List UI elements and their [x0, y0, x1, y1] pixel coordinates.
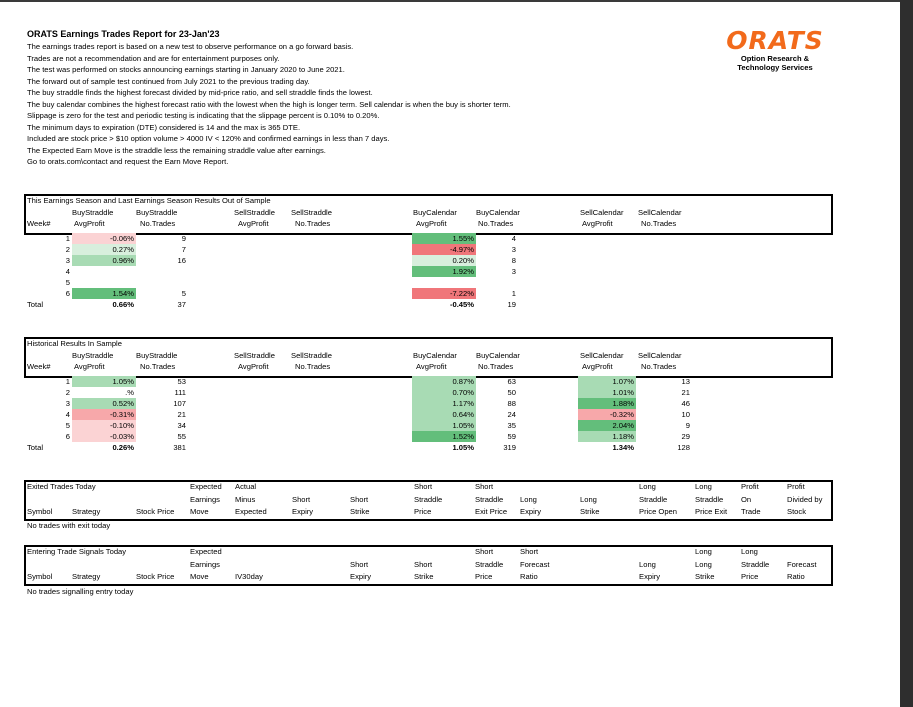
s2-sell-straddle-avg-header: AvgProfit	[238, 362, 269, 371]
exited-column-header: Stock	[787, 507, 806, 516]
buy-straddle-trades: 9	[181, 234, 186, 243]
entering-column-header: Straddle	[741, 559, 770, 569]
total-buy-calendar-avg: -0.45%	[449, 300, 474, 309]
s2-buy-calendar-header2: BuyCalendar	[476, 351, 520, 360]
buy-straddle-avg-profit: -0.06%	[72, 233, 136, 244]
buy-calendar-avg-profit: -7.22%	[412, 288, 476, 299]
entering-column-header: Strike	[695, 572, 715, 581]
buy-straddle-avg-profit: .%	[125, 388, 134, 397]
buy-calendar-trades: 3	[511, 267, 516, 276]
buy-straddle-avg-profit: -0.31%	[72, 409, 136, 420]
entering-empty-message: No trades signalling entry today	[27, 587, 134, 596]
intro-line: The forward out of sample test continued from July 2021 to the previous trading day.	[27, 76, 310, 86]
exited-column-header: Divided by	[787, 494, 823, 504]
buy-calendar-avg-profit: -4.97%	[412, 244, 476, 255]
exited-column-header: Move	[190, 507, 209, 516]
exited-column-header: Minus	[235, 494, 256, 504]
report-intro	[27, 41, 511, 168]
s1-buy-calendar-n-header: No.Trades	[478, 219, 514, 228]
s2-sell-calendar-header: SellCalendar	[580, 351, 624, 360]
total-label: Total	[27, 300, 44, 309]
s1-week-header: Week#	[27, 219, 51, 228]
total-buy-calendar-avg: 1.05%	[452, 443, 474, 452]
entering-column-header: Price	[741, 572, 759, 581]
section2-title: Historical Results In Sample	[27, 339, 122, 348]
sell-calendar-avg-profit: 1.18%	[578, 431, 636, 442]
s2-buy-calendar-avg-header: AvgProfit	[416, 362, 447, 371]
buy-calendar-trades: 63	[507, 377, 516, 386]
intro-line: The Expected Earn Move is the straddle less the remaining straddle value after earnings.	[27, 145, 326, 155]
buy-straddle-trades: 34	[177, 421, 186, 430]
s1-buy-calendar-header: BuyCalendar	[413, 208, 457, 217]
logo-line1: Option Research &	[740, 54, 810, 63]
buy-straddle-trades: 53	[177, 377, 186, 386]
section1-title: This Earnings Season and Last Earnings Season Results Out of Sample	[27, 196, 271, 205]
buy-straddle-trades: 55	[177, 432, 186, 441]
intro-line: Slippage is zero for the test and periodic testing is indicating that the slippage percent is 0.10% to 0.20%.	[27, 111, 380, 120]
buy-straddle-trades: 107	[173, 399, 186, 408]
entering-column-header: Symbol	[27, 572, 53, 581]
s1-buy-straddle-header2: BuyStraddle	[136, 208, 178, 217]
sell-calendar-trades: 21	[681, 388, 690, 397]
entering-column-header: Long	[695, 559, 712, 569]
total-buy-calendar-trades: 19	[507, 300, 516, 309]
exited-column-header: Short	[414, 482, 433, 491]
week-number: 2	[65, 245, 70, 254]
s2-buy-straddle-header2: BuyStraddle	[136, 351, 178, 360]
entering-column-header: Expiry	[639, 572, 661, 581]
entering-column-header: Short	[475, 547, 494, 556]
exited-column-header: Profit	[741, 482, 759, 491]
buy-calendar-avg-profit: 1.05%	[412, 420, 476, 431]
buy-calendar-avg-profit	[412, 277, 476, 288]
s1-sell-calendar-header2: SellCalendar	[638, 208, 682, 217]
s2-buy-calendar-n-header: No.Trades	[478, 362, 514, 371]
exited-column-header: Symbol	[27, 507, 53, 516]
entering-column-header: Short	[414, 559, 433, 569]
buy-calendar-trades	[476, 277, 518, 288]
orats-logo	[720, 28, 830, 72]
buy-calendar-trades: 88	[507, 399, 516, 408]
total-buy-straddle-trades: 37	[177, 300, 186, 309]
week-number: 4	[65, 410, 70, 419]
exited-column-header: Price Exit	[695, 507, 728, 516]
logo-mark: ORATS	[726, 26, 824, 55]
s2-buy-straddle-avg-header: AvgProfit	[74, 362, 105, 371]
exited-column-header: Expiry	[520, 507, 542, 516]
entering-title: Entering Trade Signals Today	[27, 547, 127, 556]
buy-calendar-trades: 35	[507, 421, 516, 430]
exited-column-header: Expiry	[292, 507, 314, 516]
week-number: 2	[65, 388, 70, 397]
intro-line: The minimum days to expiration (DTE) considered is 14 and the max is 365 DTE.	[27, 122, 301, 132]
week-number: 1	[65, 377, 70, 386]
entering-column-header: Strike	[414, 572, 434, 581]
exited-empty-message: No trades with exit today	[27, 521, 111, 530]
intro-line: Included are stock price > $10 option volume > 4000 IV < 120% and confirmed earnings in less than 7 days.	[27, 134, 390, 143]
s1-sell-straddle-n-header: No.Trades	[295, 219, 331, 228]
s1-buy-calendar-header2: BuyCalendar	[476, 208, 520, 217]
s1-sell-straddle-header2: SellStraddle	[291, 208, 332, 217]
exited-column-header: Short	[475, 482, 494, 491]
intro-line: The buy straddle finds the highest forecast divided by mid-price ratio, and sell straddle finds the lowest.	[27, 88, 373, 97]
sell-calendar-trades: 29	[681, 432, 690, 441]
s2-buy-straddle-n-header: No.Trades	[140, 362, 176, 371]
week-number: 4	[65, 267, 70, 276]
s1-buy-straddle-header: BuyStraddle	[72, 208, 114, 217]
s1-buy-straddle-n-header: No.Trades	[140, 219, 176, 228]
week-number: 5	[65, 421, 70, 430]
entering-column-header: Stock Price	[136, 572, 175, 581]
s1-sell-calendar-header: SellCalendar	[580, 208, 624, 217]
logo-line2: Technology Services	[737, 63, 813, 72]
s2-week-header: Week#	[27, 362, 51, 371]
exited-column-header: Straddle	[475, 494, 504, 504]
entering-column-header: Short	[350, 559, 369, 569]
week-number: 3	[65, 256, 70, 265]
intro-line: Go to orats.com\contact and request the Earn Move Report.	[27, 157, 229, 166]
intro-line: The buy calendar combines the highest forecast ratio with the lowest when the high is longer term. Sell calendar is when the buy is shorter term.	[27, 99, 511, 109]
s2-sell-straddle-n-header: No.Trades	[295, 362, 331, 371]
exited-column-header: Earnings	[190, 494, 220, 504]
buy-calendar-trades: 59	[507, 432, 516, 441]
sell-calendar-avg-profit: 1.01%	[578, 387, 636, 398]
entering-column-header: Forecast	[520, 559, 550, 569]
sell-calendar-avg-profit: 2.04%	[578, 420, 636, 431]
entering-column-header: Short	[520, 547, 539, 556]
exited-column-header: Actual	[235, 482, 257, 491]
exited-column-header: Short	[350, 494, 369, 504]
sell-calendar-trades: 10	[681, 410, 690, 419]
total-buy-calendar-trades: 319	[503, 443, 516, 452]
buy-straddle-avg-profit: 0.52%	[72, 398, 136, 409]
s1-sell-calendar-n-header: No.Trades	[641, 219, 677, 228]
buy-calendar-avg-profit: 1.52%	[412, 431, 476, 442]
s2-buy-straddle-header: BuyStraddle	[72, 351, 114, 360]
buy-calendar-avg-profit: 1.55%	[412, 233, 476, 244]
exited-column-header: Strike	[350, 507, 370, 516]
s2-sell-calendar-avg-header: AvgProfit	[582, 362, 613, 371]
s2-sell-straddle-header: SellStraddle	[234, 351, 275, 360]
entering-column-header: Long	[695, 547, 712, 556]
total-label: Total	[27, 443, 44, 452]
exited-column-header: Straddle	[695, 494, 724, 504]
buy-straddle-trades	[136, 277, 188, 288]
exited-title: Exited Trades Today	[27, 482, 96, 491]
buy-straddle-trades: 7	[181, 245, 186, 254]
exited-column-header: Strategy	[72, 507, 101, 516]
buy-straddle-avg-profit: 0.27%	[72, 244, 136, 255]
total-sell-calendar-avg: 1.34%	[612, 443, 634, 452]
entering-column-header: Move	[190, 572, 209, 581]
buy-calendar-trades: 8	[511, 256, 516, 265]
s1-buy-straddle-avg-header: AvgProfit	[74, 219, 105, 228]
buy-calendar-trades: 4	[511, 234, 516, 243]
buy-calendar-avg-profit: 0.87%	[412, 376, 476, 387]
buy-straddle-trades: 16	[177, 256, 186, 265]
entering-column-header: Price	[475, 572, 493, 581]
buy-straddle-avg-profit: -0.03%	[72, 431, 136, 442]
exited-column-header: Expected	[190, 482, 222, 491]
total-buy-straddle-avg: 0.26%	[112, 443, 134, 452]
exited-column-header: Long	[695, 482, 712, 491]
intro-line: Trades are not a recommendation and are for entertainment purposes only.	[27, 53, 280, 63]
buy-straddle-avg-profit: 0.96%	[72, 255, 136, 266]
s2-sell-calendar-header2: SellCalendar	[638, 351, 682, 360]
exited-column-header: Profit	[787, 482, 805, 491]
entering-column-header: Straddle	[475, 559, 504, 569]
buy-calendar-avg-profit: 0.64%	[412, 409, 476, 420]
s2-buy-calendar-header: BuyCalendar	[413, 351, 457, 360]
exited-column-header: Strike	[580, 507, 600, 516]
sell-calendar-avg-profit: -0.32%	[578, 409, 636, 420]
exited-column-header: Long	[639, 482, 656, 491]
entering-column-header: Long	[741, 547, 758, 556]
entering-column-header: Ratio	[520, 572, 538, 581]
buy-calendar-trades: 50	[507, 388, 516, 397]
exited-column-header: Trade	[741, 507, 761, 516]
buy-calendar-avg-profit: 0.70%	[412, 387, 476, 398]
sell-calendar-trades: 9	[685, 421, 690, 430]
buy-straddle-avg-profit	[72, 266, 136, 277]
buy-straddle-trades: 111	[174, 388, 186, 397]
exited-column-header: Straddle	[639, 494, 668, 504]
buy-calendar-avg-profit: 1.17%	[412, 398, 476, 409]
sell-calendar-avg-profit: 1.88%	[578, 398, 636, 409]
entering-column-header: Strategy	[72, 572, 101, 581]
exited-column-header: Long	[580, 494, 597, 504]
intro-line: The test was performed on stocks announcing earnings starting in January 2020 to June 2021.	[27, 65, 345, 74]
total-buy-straddle-trades: 381	[173, 443, 186, 452]
exited-column-header: Short	[292, 494, 311, 504]
sell-calendar-trades: 46	[681, 399, 690, 408]
buy-straddle-trades: 5	[181, 289, 186, 298]
sell-calendar-trades: 13	[681, 377, 690, 386]
s1-sell-straddle-avg-header: AvgProfit	[238, 219, 269, 228]
entering-column-header: IV30day	[235, 572, 263, 581]
week-number: 3	[65, 399, 70, 408]
buy-calendar-trades: 3	[511, 245, 516, 254]
exited-column-header: Expected	[235, 507, 267, 516]
week-number: 1	[65, 234, 70, 243]
buy-calendar-avg-profit: 0.20%	[412, 255, 476, 266]
sell-calendar-avg-profit: 1.07%	[578, 376, 636, 387]
s1-sell-calendar-avg-header: AvgProfit	[582, 219, 613, 228]
buy-straddle-trades: 21	[177, 410, 186, 419]
entering-column-header: Expected	[190, 547, 222, 556]
exited-column-header: Long	[520, 494, 537, 504]
s2-sell-straddle-header2: SellStraddle	[291, 351, 332, 360]
s1-sell-straddle-header: SellStraddle	[234, 208, 275, 217]
report-title: ORATS Earnings Trades Report for 23-Jan'23	[27, 29, 220, 39]
total-buy-straddle-avg: 0.66%	[112, 300, 134, 309]
exited-column-header: Exit Price	[475, 507, 508, 516]
s2-sell-calendar-n-header: No.Trades	[641, 362, 677, 371]
total-sell-calendar-trades: 128	[677, 443, 690, 452]
entering-column-header: Forecast	[787, 559, 817, 569]
week-number: 6	[65, 432, 70, 441]
entering-column-header: Long	[639, 559, 656, 569]
buy-straddle-avg-profit: 1.54%	[72, 288, 136, 299]
buy-calendar-avg-profit: 1.92%	[412, 266, 476, 277]
exited-column-header: Straddle	[414, 494, 443, 504]
buy-straddle-avg-profit	[72, 277, 136, 288]
entering-column-header: Earnings	[190, 559, 220, 569]
week-number: 5	[65, 278, 70, 287]
exited-column-header: Price Open	[639, 507, 677, 516]
entering-column-header: Ratio	[787, 572, 805, 581]
exited-column-header: Price	[414, 507, 432, 516]
week-number: 6	[65, 289, 70, 298]
buy-straddle-trades	[136, 266, 188, 277]
exited-column-header: On	[741, 494, 752, 504]
s1-buy-calendar-avg-header: AvgProfit	[416, 219, 447, 228]
buy-straddle-avg-profit: 1.05%	[72, 376, 136, 387]
entering-column-header: Expiry	[350, 572, 372, 581]
window-edge	[900, 0, 913, 707]
buy-calendar-trades: 1	[511, 289, 516, 298]
buy-calendar-trades: 24	[507, 410, 516, 419]
exited-column-header: Stock Price	[136, 507, 175, 516]
buy-straddle-avg-profit: -0.10%	[72, 420, 136, 431]
intro-line: The earnings trades report is based on a new test to observe performance on a go forward basis.	[27, 42, 354, 51]
